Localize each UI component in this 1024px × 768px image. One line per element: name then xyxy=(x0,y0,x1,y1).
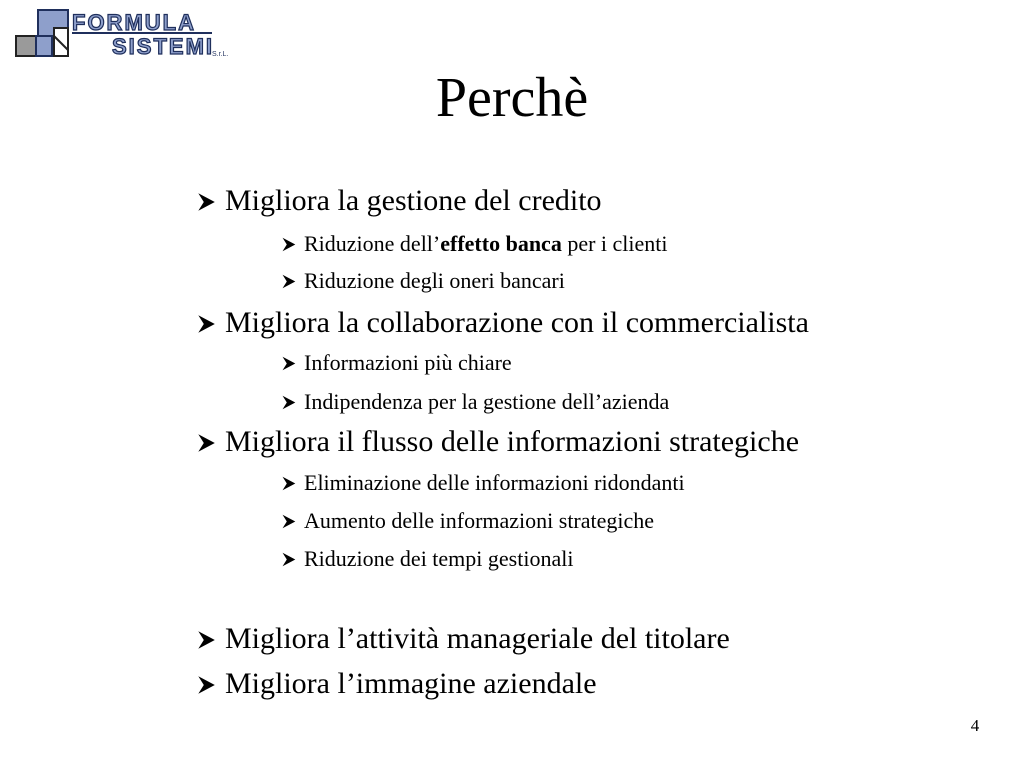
sub-bullet-text-bold: effetto banca xyxy=(440,231,562,256)
sub-bullet-item xyxy=(280,350,512,376)
sub-bullet-item xyxy=(280,268,565,294)
company-logo xyxy=(14,6,232,60)
sub-bullet-item xyxy=(280,389,669,415)
bullet-item xyxy=(195,667,597,701)
sub-bullet-text: Indipendenza per la gestione dell’azienda xyxy=(304,389,670,414)
sub-bullet-text: Riduzione dei tempi gestionali xyxy=(304,546,574,571)
sub-bullet-text-after: per i clienti xyxy=(561,231,668,256)
sub-bullet-text: Informazioni più chiare xyxy=(304,350,512,375)
logo-suffix: S.r.L. xyxy=(212,51,229,58)
sub-bullet-item xyxy=(280,231,668,257)
bullet-item xyxy=(195,425,799,459)
sub-bullet-item xyxy=(280,546,573,572)
slide-title: Perchè xyxy=(435,67,589,129)
sub-bullet-text: Eliminazione delle informazioni ridondanti xyxy=(304,470,685,495)
bullet-item xyxy=(195,622,730,656)
bullet-text: Migliora il flusso delle informazioni strategiche xyxy=(225,425,800,458)
bullet-item xyxy=(195,184,602,218)
sub-bullet-text: Aumento delle informazioni strategiche xyxy=(304,508,655,533)
bullet-text: Migliora la collaborazione con il commercialista xyxy=(225,306,809,339)
logo-text-bottom: SISTEMI xyxy=(112,34,215,59)
page-number: 4 xyxy=(970,716,980,735)
sub-bullet-text: Riduzione degli oneri bancari xyxy=(304,268,565,293)
bullet-item xyxy=(195,306,809,340)
logo-text-top: FORMULA xyxy=(72,10,196,35)
sub-bullet-text-before: Riduzione dell’ xyxy=(304,231,441,256)
sub-bullet-item xyxy=(280,470,685,496)
bullet-text: Migliora la gestione del credito xyxy=(225,184,602,217)
bullet-text: Migliora l’attività manageriale del titolare xyxy=(225,622,730,655)
bullet-text: Migliora l’immagine aziendale xyxy=(225,667,597,700)
sub-bullet-item xyxy=(280,508,654,534)
